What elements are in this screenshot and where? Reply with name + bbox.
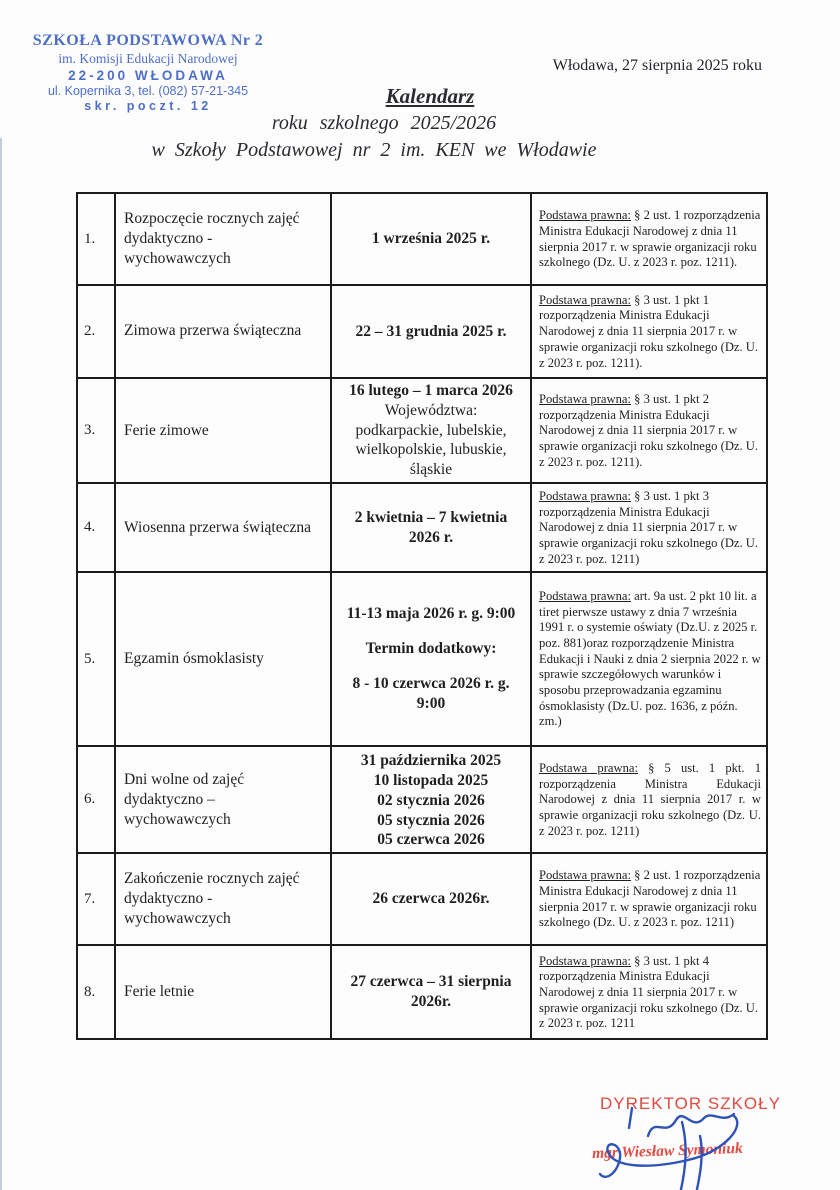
row-number-cell: 7.	[77, 853, 115, 945]
scan-edge-artifact	[0, 138, 2, 1190]
legal-basis-label: Podstawa prawna:	[539, 292, 631, 307]
event-name-cell: Zimowa przerwa świąteczna	[115, 285, 331, 378]
event-date-line: 11-13 maja 2026 r. g. 9:00	[346, 605, 516, 623]
legal-basis-cell: Podstawa prawna: § 3 ust. 1 pkt 1 rozporządzenia Ministra Edukacji Narodowej z dnia 11 sierpnia 2017 r. w sprawie organizacji roku szkolnego (Dz. U. z 2023 r. poz. 1211).	[531, 285, 767, 378]
row-number-cell: 8.	[77, 945, 115, 1039]
event-date-line: 31 października 2025	[360, 752, 502, 770]
legal-basis-cell: Podstawa prawna: § 5 ust. 1 pkt. 1 rozporządzenia Ministra Edukacji Narodowej z dnia 11 sierpnia 2017 r. w sprawie organizacji roku szkolnego (Dz. U. z 2023 r. poz. 1211)	[531, 746, 767, 853]
school-stamp-po-box: skr. poczt. 12	[84, 99, 212, 113]
event-date-line: 10 listopada 2025	[373, 771, 489, 789]
school-calendar-table	[76, 192, 768, 1040]
legal-basis-cell: Podstawa prawna: § 3 ust. 1 pkt 4 rozporządzenia Ministra Edukacji Narodowej z dnia 11 sierpnia 2017 r. w sprawie organizacji roku szkolnego (Dz. U. z 2023 r. poz. 1211	[531, 945, 767, 1039]
legal-basis-cell: Podstawa prawna: § 3 ust. 1 pkt 2 rozporządzenia Ministra Edukacji Narodowej z dnia 11 sierpnia 2017 r. w sprawie organizacji roku szkolnego (Dz. U. z 2023 r. poz. 1211).	[531, 378, 767, 483]
director-stamp-title: DYREKTOR SZKOŁY	[600, 1094, 781, 1113]
legal-basis-label: Podstawa prawna:	[539, 589, 631, 604]
event-name-cell: Wiosenna przerwa świąteczna	[115, 483, 331, 572]
table-row	[77, 945, 767, 1039]
event-date-line: wielkopolskie, lubuskie,	[355, 441, 507, 459]
row-number-cell: 4.	[77, 483, 115, 572]
event-date-line: 2 kwietnia – 7 kwietnia 2026 r.	[354, 508, 508, 546]
legal-basis-cell: Podstawa prawna: art. 9a ust. 2 pkt 10 lit. a tiret pierwsze ustawy z dnia 7 września 1991 r. o systemie oświaty (Dz.U. z 2025 r. poz. 881)oraz rozporządzenie Ministra Edukacji i Nauki z dnia 2 sierpnia 2022 r. w sprawie szczegółowych warunków i sposobu przeprowadzania egzaminu ósmoklasisty (Dz.U. poz. 1636, z późn. zm.)	[531, 572, 767, 746]
event-name-cell: Ferie zimowe	[115, 378, 331, 483]
event-name-cell: Ferie letnie	[115, 945, 331, 1039]
handwritten-signature-icon	[596, 1102, 786, 1190]
event-date-line: 27 czerwca – 31 sierpnia 2026r.	[350, 973, 512, 1011]
legal-basis-label: Podstawa prawna:	[539, 488, 631, 503]
row-number-cell: 5.	[77, 572, 115, 746]
event-date-line: 22 – 31 grudnia 2025 r.	[355, 322, 507, 340]
table-row	[77, 285, 767, 378]
legal-basis-cell: Podstawa prawna: § 2 ust. 1 rozporządzenia Ministra Edukacji Narodowej z dnia 11 sierpnia 2017 r. w sprawie organizacji roku szkolnego (Dz. U. z 2023 r. poz. 1211).	[531, 193, 767, 285]
event-date-line: śląskie	[409, 461, 453, 479]
school-stamp-city: 22-200 WŁODAWA	[68, 68, 228, 83]
row-number-cell: 1.	[77, 193, 115, 285]
event-date-cell	[331, 285, 531, 378]
table-row	[77, 746, 767, 853]
director-stamp-name: mgr Wiesław Symoniuk	[591, 1139, 743, 1163]
legal-basis-label: Podstawa prawna:	[539, 761, 638, 776]
event-date-cell	[331, 193, 531, 285]
event-date-line: Termin dodatkowy:	[365, 640, 497, 658]
school-stamp-name: SZKOŁA PODSTAWOWA Nr 2	[32, 32, 264, 49]
event-date-line: 26 czerwca 2026r.	[372, 890, 490, 908]
table-row	[77, 572, 767, 746]
event-date-cell	[331, 483, 531, 572]
event-date-line: 8 - 10 czerwca 2026 r. g. 9:00	[352, 675, 510, 712]
school-stamp-patron: im. Komisji Edukacji Narodowej	[58, 51, 238, 66]
title-line-2: roku szkolnego 2025/2026	[271, 112, 497, 134]
director-signature-block	[556, 1094, 826, 1163]
event-date-cell	[331, 853, 531, 945]
row-number-cell: 3.	[77, 378, 115, 483]
event-name-cell: Dni wolne od zajęć dydaktyczno – wychowawczych	[115, 746, 331, 853]
event-date-line: 02 stycznia 2026	[377, 791, 485, 809]
event-date-line: podkarpackie, lubelskie,	[355, 421, 507, 439]
legal-basis-label: Podstawa prawna:	[539, 391, 631, 406]
event-date-cell	[331, 378, 531, 483]
event-date-line: 05 czerwca 2026	[377, 831, 485, 849]
event-date-line: 16 lutego – 1 marca 2026	[349, 382, 513, 399]
place-and-date-line: Włodawa, 27 sierpnia 2025 roku	[552, 57, 762, 74]
row-number-cell: 6.	[77, 746, 115, 853]
table-row	[77, 378, 767, 483]
row-number-cell: 2.	[77, 285, 115, 378]
event-name-cell: Zakończenie rocznych zajęć dydaktyczno - wychowawczych	[115, 853, 331, 945]
event-name-cell: Rozpoczęcie rocznych zajęć dydaktyczno - wychowawczych	[115, 193, 331, 285]
table-row	[77, 853, 767, 945]
legal-basis-label: Podstawa prawna:	[539, 208, 631, 223]
school-stamp-street-phone: ul. Kopernika 3, tel. (082) 57-21-345	[47, 84, 249, 98]
legal-basis-label: Podstawa prawna:	[539, 953, 631, 968]
title-line-1: Kalendarz	[385, 84, 475, 108]
legal-basis-label: Podstawa prawna:	[539, 868, 631, 883]
event-date-line: 1 września 2025 r.	[371, 230, 491, 248]
event-date-cell	[331, 945, 531, 1039]
title-line-3: w Szkoły Podstawowej nr 2 im. KEN we Włodawie	[151, 139, 597, 161]
event-name-cell: Egzamin ósmoklasisty	[115, 572, 331, 746]
event-date-line: 05 stycznia 2026	[377, 811, 485, 829]
event-date-line: Województwa:	[384, 401, 478, 419]
event-date-cell	[331, 746, 531, 853]
table-row	[77, 193, 767, 285]
event-date-cell	[331, 572, 531, 746]
legal-basis-cell: Podstawa prawna: § 3 ust. 1 pkt 3 rozporządzenia Ministra Edukacji Narodowej z dnia 11 sierpnia 2017 r. w sprawie organizacji roku szkolnego (Dz. U. z 2023 r. poz. 1211)	[531, 483, 767, 572]
legal-basis-cell: Podstawa prawna: § 2 ust. 1 rozporządzenia Ministra Edukacji Narodowej z dnia 11 sierpnia 2017 r. w sprawie organizacji roku szkolnego (Dz. U. z 2023 r. poz. 1211)	[531, 853, 767, 945]
document-title	[0, 84, 840, 162]
table-row	[77, 483, 767, 572]
